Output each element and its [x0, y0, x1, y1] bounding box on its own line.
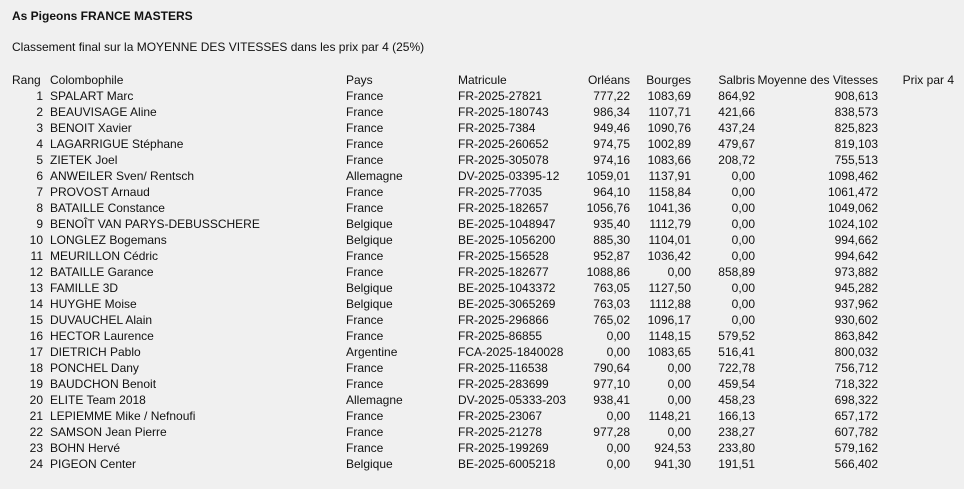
orleans-cell: 0,00: [606, 345, 630, 359]
colombophile-cell: LAGARRIGUE Stéphane: [50, 137, 184, 151]
table-row: [0, 312, 964, 328]
orleans-cell: 977,28: [593, 425, 630, 439]
orleans-cell: 1056,76: [586, 201, 630, 215]
moyenne-cell: 756,712: [834, 361, 878, 375]
pays-cell: France: [346, 377, 384, 391]
pays-cell: Allemagne: [346, 169, 403, 183]
matricule-cell: FR-2025-27821: [458, 89, 543, 103]
salbris-cell: 437,24: [718, 121, 755, 135]
colombophile-cell: PONCHEL Dany: [50, 361, 139, 375]
colombophile-cell: BAUDCHON Benoit: [50, 377, 157, 391]
bourges-cell: 1127,50: [648, 281, 691, 295]
salbris-cell: 516,41: [718, 345, 755, 359]
pays-cell: France: [346, 201, 384, 215]
bourges-cell: 1112,79: [649, 217, 691, 231]
table-row: [0, 248, 964, 264]
matricule-cell: FR-2025-23067: [458, 409, 543, 423]
header-bourges: Bourges: [646, 73, 691, 87]
matricule-cell: BE-2025-1056200: [458, 233, 556, 247]
moyenne-cell: 908,613: [834, 89, 878, 103]
pays-cell: France: [346, 425, 384, 439]
rang-cell: 8: [36, 201, 43, 215]
moyenne-cell: 1049,062: [827, 201, 878, 215]
pays-cell: Belgique: [346, 457, 393, 471]
moyenne-cell: 930,602: [834, 313, 878, 327]
pays-cell: France: [346, 249, 384, 263]
orleans-cell: 935,40: [593, 217, 630, 231]
matricule-cell: FR-2025-7384: [458, 121, 536, 135]
moyenne-cell: 607,782: [834, 425, 878, 439]
orleans-cell: 977,10: [593, 377, 630, 391]
salbris-cell: 0,00: [731, 233, 755, 247]
orleans-cell: 949,46: [593, 121, 630, 135]
orleans-cell: 765,02: [593, 313, 630, 327]
bourges-cell: 0,00: [667, 265, 691, 279]
moyenne-cell: 579,162: [834, 441, 878, 455]
salbris-cell: 458,23: [718, 393, 755, 407]
salbris-cell: 0,00: [731, 313, 755, 327]
matricule-cell: FR-2025-116538: [458, 361, 548, 375]
rang-cell: 14: [29, 297, 43, 311]
matricule-cell: FR-2025-180743: [458, 105, 549, 119]
colombophile-cell: BATAILLE Constance: [50, 201, 165, 215]
salbris-cell: 0,00: [731, 249, 755, 263]
moyenne-cell: 1024,102: [827, 217, 878, 231]
bourges-cell: 1083,69: [647, 89, 691, 103]
pays-cell: Belgique: [346, 217, 393, 231]
orleans-cell: 1088,86: [586, 265, 630, 279]
table-row: [0, 88, 964, 104]
report-subtitle: Classement final sur la MOYENNE DES VITESSES dans les prix par 4 (25%): [12, 40, 425, 54]
moyenne-cell: 566,402: [834, 457, 878, 471]
table-row: [0, 104, 964, 120]
colombophile-cell: ELITE Team 2018: [50, 393, 146, 407]
matricule-cell: FCA-2025-1840028: [458, 345, 564, 359]
table-body: [0, 88, 964, 472]
bourges-cell: 1148,21: [648, 409, 691, 423]
orleans-cell: 1059,01: [586, 169, 630, 183]
pays-cell: Allemagne: [346, 393, 403, 407]
salbris-cell: 459,54: [718, 377, 755, 391]
salbris-cell: 0,00: [731, 169, 755, 183]
orleans-cell: 885,30: [593, 233, 630, 247]
moyenne-cell: 937,962: [834, 297, 878, 311]
pays-cell: France: [346, 89, 384, 103]
matricule-cell: BE-2025-1048947: [458, 217, 556, 231]
colombophile-cell: DIETRICH Pablo: [50, 345, 141, 359]
rang-cell: 22: [29, 425, 43, 439]
colombophile-cell: BATAILLE Garance: [50, 265, 154, 279]
table-row: [0, 456, 964, 472]
report-title: As Pigeons FRANCE MASTERS: [12, 9, 193, 23]
salbris-cell: 238,27: [718, 425, 755, 439]
matricule-cell: FR-2025-77035: [458, 185, 543, 199]
pays-cell: Belgique: [346, 233, 393, 247]
moyenne-cell: 838,573: [834, 105, 878, 119]
colombophile-cell: FAMILLE 3D: [50, 281, 119, 295]
pays-cell: France: [346, 441, 384, 455]
header-orleans: Orléans: [587, 73, 630, 87]
pays-cell: France: [346, 121, 384, 135]
table-row: [0, 328, 964, 344]
bourges-cell: 941,30: [654, 457, 691, 471]
rang-cell: 2: [36, 105, 43, 119]
rang-cell: 3: [36, 121, 43, 135]
orleans-cell: 763,05: [593, 281, 630, 295]
rang-cell: 23: [29, 441, 43, 455]
moyenne-cell: 718,322: [834, 377, 878, 391]
orleans-cell: 0,00: [606, 329, 630, 343]
header-rang: Rang: [12, 73, 41, 87]
orleans-cell: 777,22: [593, 89, 630, 103]
moyenne-cell: 1061,472: [827, 185, 878, 199]
rang-cell: 7: [36, 185, 43, 199]
orleans-cell: 790,64: [593, 361, 630, 375]
table-row: [0, 264, 964, 280]
pays-cell: Belgique: [346, 281, 393, 295]
moyenne-cell: 1098,462: [827, 169, 878, 183]
moyenne-cell: 819,103: [834, 137, 878, 151]
rang-cell: 11: [30, 249, 43, 263]
table-row: [0, 296, 964, 312]
rang-cell: 24: [29, 457, 43, 471]
matricule-cell: FR-2025-283699: [458, 377, 549, 391]
bourges-cell: 0,00: [667, 361, 691, 375]
pays-cell: France: [346, 137, 384, 151]
table-row: [0, 232, 964, 248]
table-header-row: [0, 72, 964, 88]
salbris-cell: 0,00: [731, 201, 755, 215]
bourges-cell: 1083,66: [647, 153, 691, 167]
matricule-cell: FR-2025-305078: [458, 153, 549, 167]
pays-cell: France: [346, 105, 384, 119]
orleans-cell: 0,00: [606, 457, 630, 471]
salbris-cell: 166,13: [718, 409, 755, 423]
moyenne-cell: 800,032: [834, 345, 878, 359]
pays-cell: France: [346, 329, 384, 343]
header-moyenne: Moyenne des Vitesses: [757, 73, 878, 87]
salbris-cell: 479,67: [718, 137, 755, 151]
table-row: [0, 200, 964, 216]
colombophile-cell: PIGEON Center: [50, 457, 137, 471]
bourges-cell: 1148,15: [648, 329, 691, 343]
pays-cell: France: [346, 185, 384, 199]
orleans-cell: 974,75: [593, 137, 630, 151]
colombophile-cell: BENOÎT VAN PARYS-DEBUSSCHERE: [50, 217, 260, 231]
colombophile-cell: LONGLEZ Bogemans: [50, 233, 167, 247]
header-prix: Prix par 4: [902, 73, 954, 87]
table-row: [0, 152, 964, 168]
bourges-cell: 1041,36: [647, 201, 691, 215]
salbris-cell: 233,80: [718, 441, 755, 455]
colombophile-cell: MEURILLON Cédric: [50, 249, 159, 263]
matricule-cell: DV-2025-05333-203: [458, 393, 567, 407]
rang-cell: 17: [29, 345, 43, 359]
bourges-cell: 1137,91: [648, 169, 691, 183]
matricule-cell: FR-2025-182657: [458, 201, 549, 215]
salbris-cell: 0,00: [731, 297, 755, 311]
header-matricule: Matricule: [458, 73, 507, 87]
table-row: [0, 168, 964, 184]
orleans-cell: 964,10: [593, 185, 630, 199]
bourges-cell: 1036,42: [647, 249, 691, 263]
salbris-cell: 208,72: [718, 153, 755, 167]
matricule-cell: DV-2025-03395-12: [458, 169, 560, 183]
salbris-cell: 0,00: [731, 281, 755, 295]
salbris-cell: 191,51: [718, 457, 755, 471]
orleans-cell: 763,03: [593, 297, 630, 311]
rang-cell: 13: [29, 281, 43, 295]
rang-cell: 6: [36, 169, 43, 183]
rang-cell: 5: [36, 153, 43, 167]
table-row: [0, 360, 964, 376]
rang-cell: 16: [29, 329, 43, 343]
rang-cell: 19: [29, 377, 43, 391]
matricule-cell: FR-2025-86855: [458, 329, 543, 343]
bourges-cell: 0,00: [667, 377, 691, 391]
colombophile-cell: BOHN Hervé: [50, 441, 121, 455]
table-row: [0, 216, 964, 232]
matricule-cell: FR-2025-199269: [458, 441, 549, 455]
pays-cell: France: [346, 313, 384, 327]
table-row: [0, 280, 964, 296]
bourges-cell: 1104,01: [648, 233, 691, 247]
orleans-cell: 938,41: [593, 393, 630, 407]
table-row: [0, 424, 964, 440]
moyenne-cell: 973,882: [834, 265, 878, 279]
matricule-cell: FR-2025-260652: [458, 137, 549, 151]
salbris-cell: 858,89: [718, 265, 755, 279]
salbris-cell: 722,78: [718, 361, 755, 375]
moyenne-cell: 657,172: [834, 409, 878, 423]
table-row: [0, 392, 964, 408]
rang-cell: 15: [29, 313, 43, 327]
salbris-cell: 421,66: [718, 105, 755, 119]
pays-cell: Argentine: [346, 345, 398, 359]
bourges-cell: 1158,84: [648, 185, 691, 199]
colombophile-cell: PROVOST Arnaud: [50, 185, 150, 199]
rang-cell: 21: [29, 409, 43, 423]
rang-cell: 12: [29, 265, 43, 279]
ranking-table: [0, 72, 964, 472]
header-colombophile: Colombophile: [50, 73, 124, 87]
pays-cell: France: [346, 409, 384, 423]
pays-cell: France: [346, 153, 384, 167]
colombophile-cell: BEAUVISAGE Aline: [50, 105, 157, 119]
table-row: [0, 376, 964, 392]
rang-cell: 1: [36, 89, 43, 103]
moyenne-cell: 863,842: [834, 329, 878, 343]
colombophile-cell: HUYGHE Moise: [50, 297, 137, 311]
moyenne-cell: 945,282: [834, 281, 878, 295]
rang-cell: 20: [29, 393, 43, 407]
colombophile-cell: SAMSON Jean Pierre: [50, 425, 167, 439]
header-pays: Pays: [346, 73, 373, 87]
salbris-cell: 0,00: [731, 185, 755, 199]
colombophile-cell: BENOIT Xavier: [50, 121, 132, 135]
moyenne-cell: 755,513: [834, 153, 878, 167]
rang-cell: 9: [36, 217, 43, 231]
orleans-cell: 0,00: [606, 409, 630, 423]
matricule-cell: FR-2025-156528: [458, 249, 549, 263]
colombophile-cell: HECTOR Laurence: [50, 329, 154, 343]
colombophile-cell: LEPIEMME Mike / Nefnoufi: [50, 409, 196, 423]
rang-cell: 10: [29, 233, 43, 247]
table-row: [0, 184, 964, 200]
matricule-cell: FR-2025-296866: [458, 313, 549, 327]
table-row: [0, 440, 964, 456]
table-row: [0, 136, 964, 152]
colombophile-cell: ANWEILER Sven/ Rentsch: [50, 169, 195, 183]
orleans-cell: 986,34: [593, 105, 630, 119]
bourges-cell: 1002,89: [647, 137, 691, 151]
pays-cell: France: [346, 361, 384, 375]
header-salbris: Salbris: [718, 73, 755, 87]
orleans-cell: 974,16: [593, 153, 630, 167]
matricule-cell: BE-2025-3065269: [458, 297, 556, 311]
rang-cell: 4: [36, 137, 43, 151]
bourges-cell: 1083,65: [647, 345, 691, 359]
table-row: [0, 344, 964, 360]
orleans-cell: 0,00: [606, 441, 630, 455]
moyenne-cell: 994,642: [834, 249, 878, 263]
orleans-cell: 952,87: [593, 249, 630, 263]
bourges-cell: 1096,17: [647, 313, 691, 327]
bourges-cell: 1090,76: [647, 121, 691, 135]
rang-cell: 18: [29, 361, 43, 375]
pays-cell: Belgique: [346, 297, 393, 311]
table-row: [0, 120, 964, 136]
matricule-cell: FR-2025-182677: [458, 265, 549, 279]
colombophile-cell: DUVAUCHEL Alain: [50, 313, 153, 327]
salbris-cell: 864,92: [718, 89, 755, 103]
matricule-cell: BE-2025-1043372: [458, 281, 556, 295]
colombophile-cell: SPALART Marc: [50, 89, 134, 103]
salbris-cell: 0,00: [731, 217, 755, 231]
salbris-cell: 579,52: [718, 329, 755, 343]
bourges-cell: 0,00: [667, 393, 691, 407]
moyenne-cell: 698,322: [834, 393, 878, 407]
pays-cell: France: [346, 265, 384, 279]
bourges-cell: 924,53: [654, 441, 691, 455]
colombophile-cell: ZIETEK Joel: [50, 153, 118, 167]
matricule-cell: FR-2025-21278: [458, 425, 543, 439]
moyenne-cell: 994,662: [834, 233, 878, 247]
matricule-cell: BE-2025-6005218: [458, 457, 556, 471]
bourges-cell: 0,00: [667, 425, 691, 439]
table-row: [0, 408, 964, 424]
bourges-cell: 1112,88: [649, 297, 691, 311]
bourges-cell: 1107,71: [648, 105, 691, 119]
moyenne-cell: 825,823: [834, 121, 878, 135]
